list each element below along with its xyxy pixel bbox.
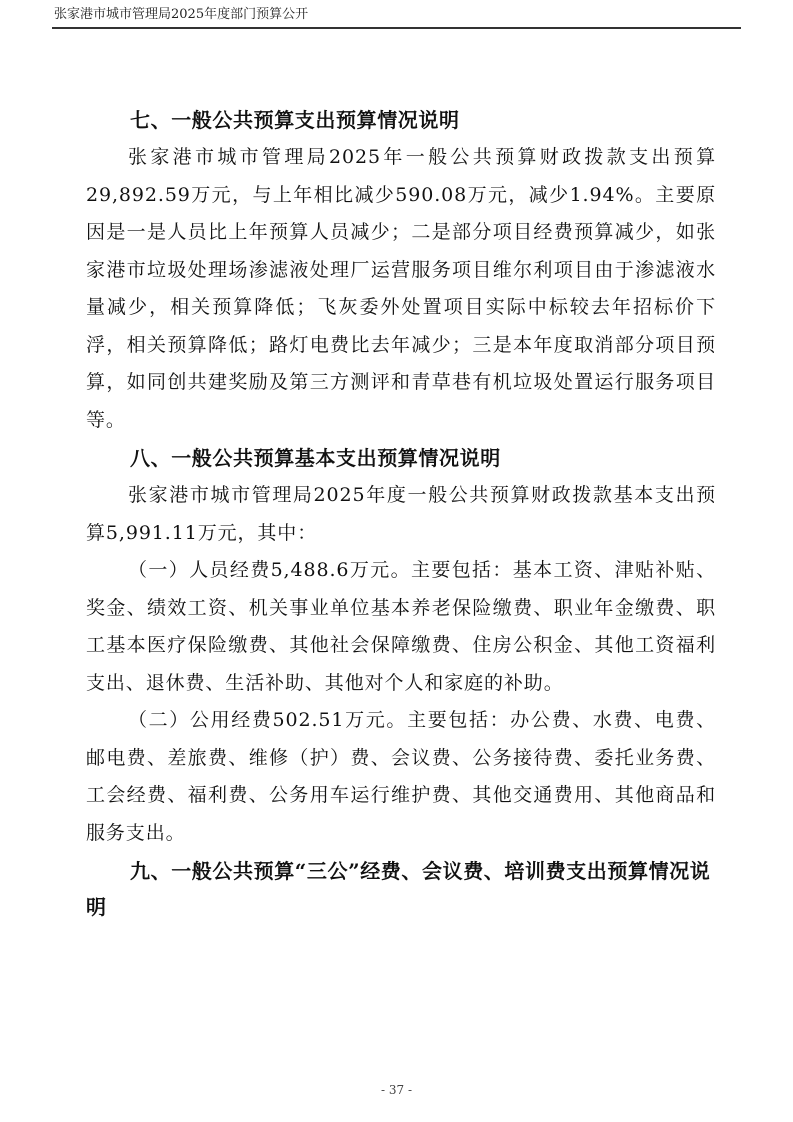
page-number: - 37 - xyxy=(380,1083,412,1097)
section-heading-9: 九、一般公共预算“三公”经费、会议费、培训费支出预算情况说明 xyxy=(86,859,711,919)
section-heading-8: 八、一般公共预算基本支出预算情况说明 xyxy=(130,446,501,470)
section-heading-7: 七、一般公共预算支出预算情况说明 xyxy=(130,108,460,132)
document-body xyxy=(86,102,716,925)
paragraph: 张家港市城市管理局2025年一般公共预算财政拨款支出预算29,892.59万元，与上年相比减少590.08万元，减少1.94%。主要原因是一是人员比上年预算人员减少；二是部分项目经费预算减少，如张家港市垃圾处理场渗滤液处理厂运营服务项目维尔利项目由于渗滤液水量减少，相关预算降低；飞灰委外处置项目实际中标较去年招标价下浮，相关预算降低；路灯电费比去年减少；三是本年度取消部分项目预算，如同创共建奖励及第三方测评和青草巷有机垃圾处置运行服务项目等。 xyxy=(86,146,716,431)
header-rule xyxy=(52,27,741,29)
paragraph-public-expenses: （二）公用经费502.51万元。主要包括：办公费、水费、电费、邮电费、差旅费、维修（护）费、会议费、公务接待费、委托业务费、工会经费、福利费、公务用车运行维护费、其他交通费用、其他商品和服务支出。 xyxy=(86,709,716,844)
paragraph-personnel-expenses: （一）人员经费5,488.6万元。主要包括：基本工资、津贴补贴、奖金、绩效工资、机关事业单位基本养老保险缴费、职业年金缴费、职工基本医疗保险缴费、其他社会保障缴费、住房公积金、其他工资福利支出、退休费、生活补助、其他对个人和家庭的补助。 xyxy=(86,559,716,694)
paragraph: 张家港市城市管理局2025年度一般公共预算财政拨款基本支出预算5,991.11万元，其中： xyxy=(86,484,716,544)
running-header: 张家港市城市管理局2025年度部门预算公开 xyxy=(54,7,309,22)
